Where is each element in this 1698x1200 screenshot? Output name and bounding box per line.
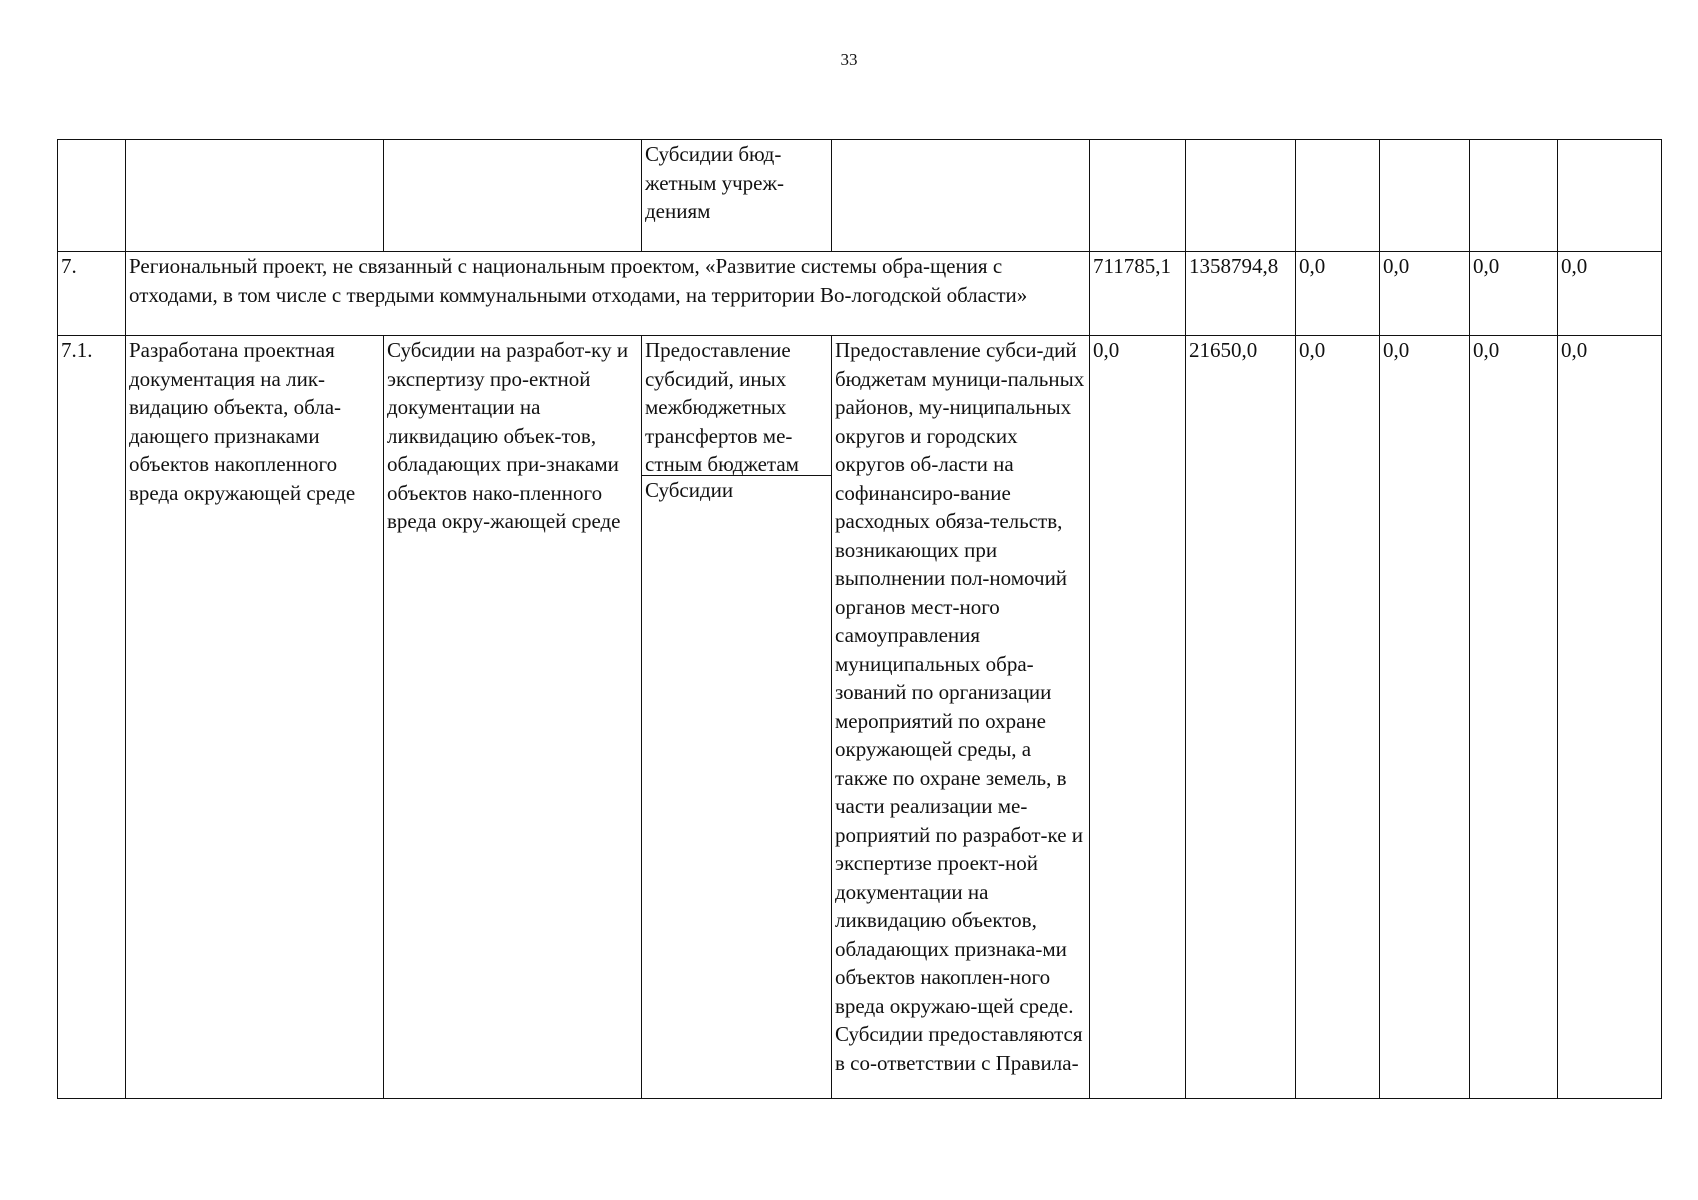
cell-description	[832, 140, 1090, 252]
cell-value-4	[1380, 140, 1470, 252]
cell-type-top: Предоставление субсидий, иных межбюджетных трансфертов ме-стным бюджетам	[642, 336, 831, 476]
table-row-project	[58, 252, 1662, 336]
cell-type-bottom: Субсидии	[645, 478, 734, 502]
cell-value-4: 0,0	[1380, 336, 1470, 1099]
cell-value-6: 0,0	[1558, 336, 1662, 1099]
page-number: 33	[840, 50, 858, 69]
cell-value-1: 0,0	[1090, 336, 1186, 1099]
cell-value-2: 1358794,8	[1186, 252, 1296, 336]
cell-num: 7.	[58, 252, 126, 336]
budget-table	[57, 139, 1662, 1099]
cell-value-1: 711785,1	[1090, 252, 1186, 336]
cell-type: Субсидии бюд-жетным учреж-дениям	[642, 140, 832, 252]
cell-value-5	[1470, 140, 1558, 252]
cell-value-5: 0,0	[1470, 336, 1558, 1099]
cell-value-6	[1558, 140, 1662, 252]
cell-value-3: 0,0	[1296, 336, 1380, 1099]
cell-project-title: Региональный проект, не связанный с национальным проектом, «Развитие системы обра-щения с отходами, в том числе с твердыми коммунальными отходами, на территории Во-логодской области»	[126, 252, 1090, 336]
cell-description: Предоставление субси-дий бюджетам муници-пальных районов, му-ниципальных округов и городских округов об-ласти на софинансиро-вание расходных обяза-тельств, возникающих при выполнении пол-номочий органов мест-ного самоуправления муниципальных обра-зований по организации мероприятий по охране окружающей среды, а также по охране земель, в части реализации ме-роприятий по разработ-ке и экспертизе проект-ной документации на ликвидацию объектов, обладающих признака-ми объектов накоплен-ного вреда окружаю-щей среде. Субсидии предоставляются в со-ответствии с Правила-	[832, 336, 1090, 1099]
cell-value-1	[1090, 140, 1186, 252]
cell-result: Разработана проектная документация на лик-видацию объекта, обла-дающего признаками объектов накопленного вреда окружающей среде	[126, 336, 384, 1099]
cell-value-2	[1186, 140, 1296, 252]
cell-measure	[384, 140, 642, 252]
cell-result	[126, 140, 384, 252]
cell-value-5: 0,0	[1470, 252, 1558, 336]
cell-type	[642, 336, 832, 1099]
cell-num: 7.1.	[58, 336, 126, 1099]
table-row-item	[58, 336, 1662, 1099]
cell-value-3	[1296, 140, 1380, 252]
cell-value-2: 21650,0	[1186, 336, 1296, 1099]
table-row-continuation	[58, 140, 1662, 252]
cell-value-3: 0,0	[1296, 252, 1380, 336]
cell-value-4: 0,0	[1380, 252, 1470, 336]
cell-measure: Субсидии на разработ-ку и экспертизу про-ектной документации на ликвидацию объек-тов, обладающих при-знаками объектов нако-пленного вреда окру-жающей среде	[384, 336, 642, 1099]
cell-num	[58, 140, 126, 252]
cell-value-6: 0,0	[1558, 252, 1662, 336]
